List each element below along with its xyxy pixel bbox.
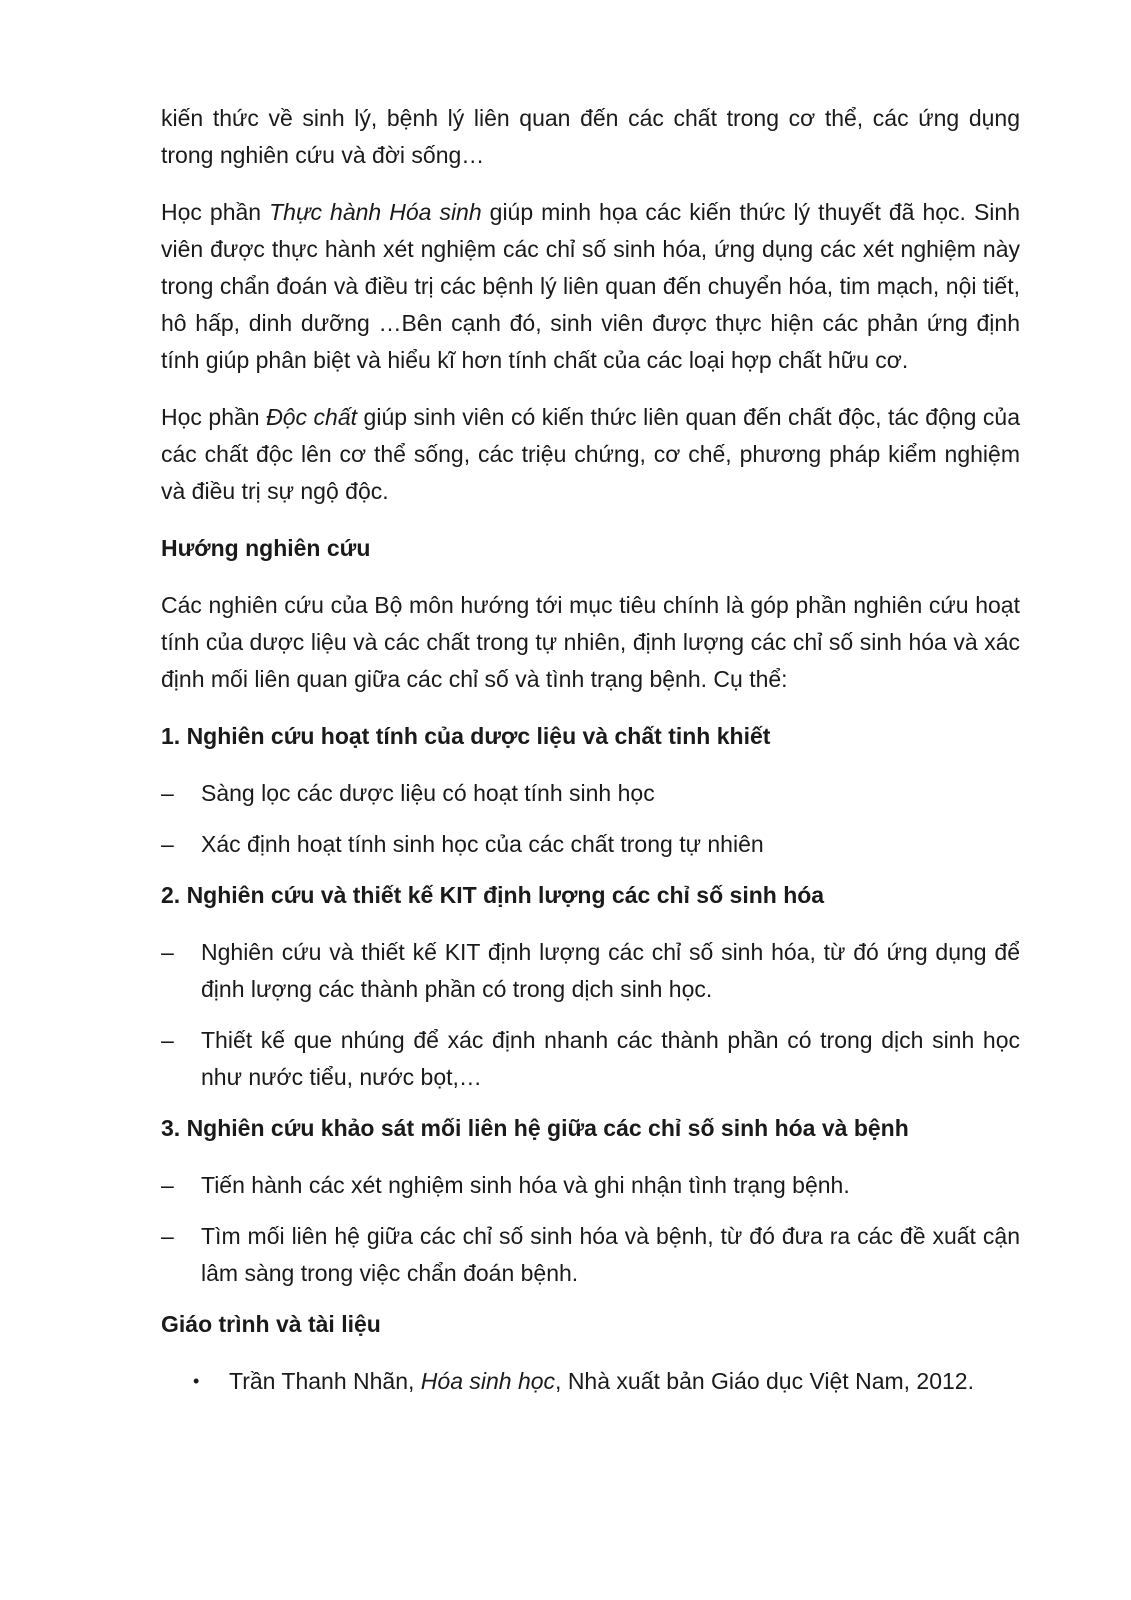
textbook-citation — [229, 1363, 1020, 1400]
list-item-text: Xác định hoạt tính sinh học của các chất trong tự nhiên — [201, 831, 764, 857]
textbook-list-item — [161, 1363, 1020, 1400]
dash-marker: – — [161, 1172, 174, 1198]
list-item — [161, 826, 1020, 863]
dash-marker: – — [161, 831, 174, 857]
section-title: 3. Nghiên cứu khảo sát mối liên hệ giữa các chỉ số sinh hóa và bệnh — [161, 1115, 909, 1141]
list-item-text: Thiết kế que nhúng để xác định nhanh các thành phần có trong dịch sinh học như nước tiểu, nước bọt,… — [201, 1027, 1020, 1090]
list-item — [161, 775, 1020, 812]
dash-marker: – — [161, 1223, 174, 1249]
book-title-italic: Hóa sinh học — [420, 1368, 556, 1394]
list-item — [161, 934, 1020, 1008]
list-item-text: Tiến hành các xét nghiệm sinh hóa và ghi nhận tình trạng bệnh. — [201, 1172, 850, 1198]
paragraph-intro-tail: kiến thức về sinh lý, bệnh lý liên quan đến các chất trong cơ thể, các ứng dụng trong nghiên cứu và đời sống… — [161, 105, 1020, 168]
text-run: , Nhà xuất bản Giáo dục Việt Nam, 2012. — [555, 1368, 974, 1394]
heading-textbooks: Giáo trình và tài liệu — [161, 1311, 381, 1337]
text-run: giúp minh họa các kiến thức lý thuyết đã học. Sinh viên được thực hành xét nghiệm các chỉ số sinh hóa, ứng dụng các xét nghiệm này trong chẩn đoán và điều trị các bệnh lý liên quan đến chuyển hóa, tim mạch, nội tiết, hô hấp, dinh dưỡng …Bên cạnh đó, sinh viên được thực hiện các phản ứng định tính giúp phân biệt và hiểu kĩ hơn tính chất của các loại hợp chất hữu cơ. — [161, 199, 1020, 373]
text-run: Học phần — [161, 199, 270, 225]
paragraph-toxicology-course — [161, 399, 1020, 510]
text-run: giúp sinh viên có kiến thức liên quan đến chất độc, tác động của các chất độc lên cơ thể sống, các triệu chứng, cơ chế, phương pháp kiểm nghiệm và điều trị sự ngộ độc. — [161, 404, 1020, 504]
list-item-text: Nghiên cứu và thiết kế KIT định lượng các chỉ số sinh hóa, từ đó ứng dụng để định lượng các thành phần có trong dịch sinh học. — [201, 939, 1020, 1002]
list-item — [161, 1022, 1020, 1096]
text-run: Trần Thanh Nhãn, — [229, 1368, 421, 1394]
text-run: Học phần — [161, 404, 267, 430]
dash-marker: – — [161, 939, 174, 965]
section-title: 2. Nghiên cứu và thiết kế KIT định lượng các chỉ số sinh hóa — [161, 882, 825, 908]
list-item-text: Sàng lọc các dược liệu có hoạt tính sinh học — [201, 780, 655, 806]
course-name-italic: Độc chất — [266, 404, 358, 430]
dash-marker: – — [161, 1027, 174, 1053]
heading-research-direction: Hướng nghiên cứu — [161, 535, 371, 561]
course-name-italic: Thực hành Hóa sinh — [269, 199, 482, 225]
dash-marker: – — [161, 780, 174, 806]
bullet-marker: • — [193, 1371, 200, 1391]
section-title: 1. Nghiên cứu hoạt tính của dược liệu và chất tinh khiết — [161, 723, 771, 749]
paragraph-research: Các nghiên cứu của Bộ môn hướng tới mục tiêu chính là góp phần nghiên cứu hoạt tính của dược liệu và các chất trong tự nhiên, định lượng các chỉ số sinh hóa và xác định mối liên quan giữa các chỉ số và tình trạng bệnh. Cụ thể: — [161, 592, 1020, 692]
list-item — [161, 1167, 1020, 1204]
list-item-text: Tìm mối liên hệ giữa các chỉ số sinh hóa và bệnh, từ đó đưa ra các đề xuất cận lâm sàng trong việc chẩn đoán bệnh. — [201, 1223, 1020, 1286]
paragraph-practice-course — [161, 194, 1020, 379]
list-item — [161, 1218, 1020, 1292]
document-page — [161, 100, 1020, 1414]
